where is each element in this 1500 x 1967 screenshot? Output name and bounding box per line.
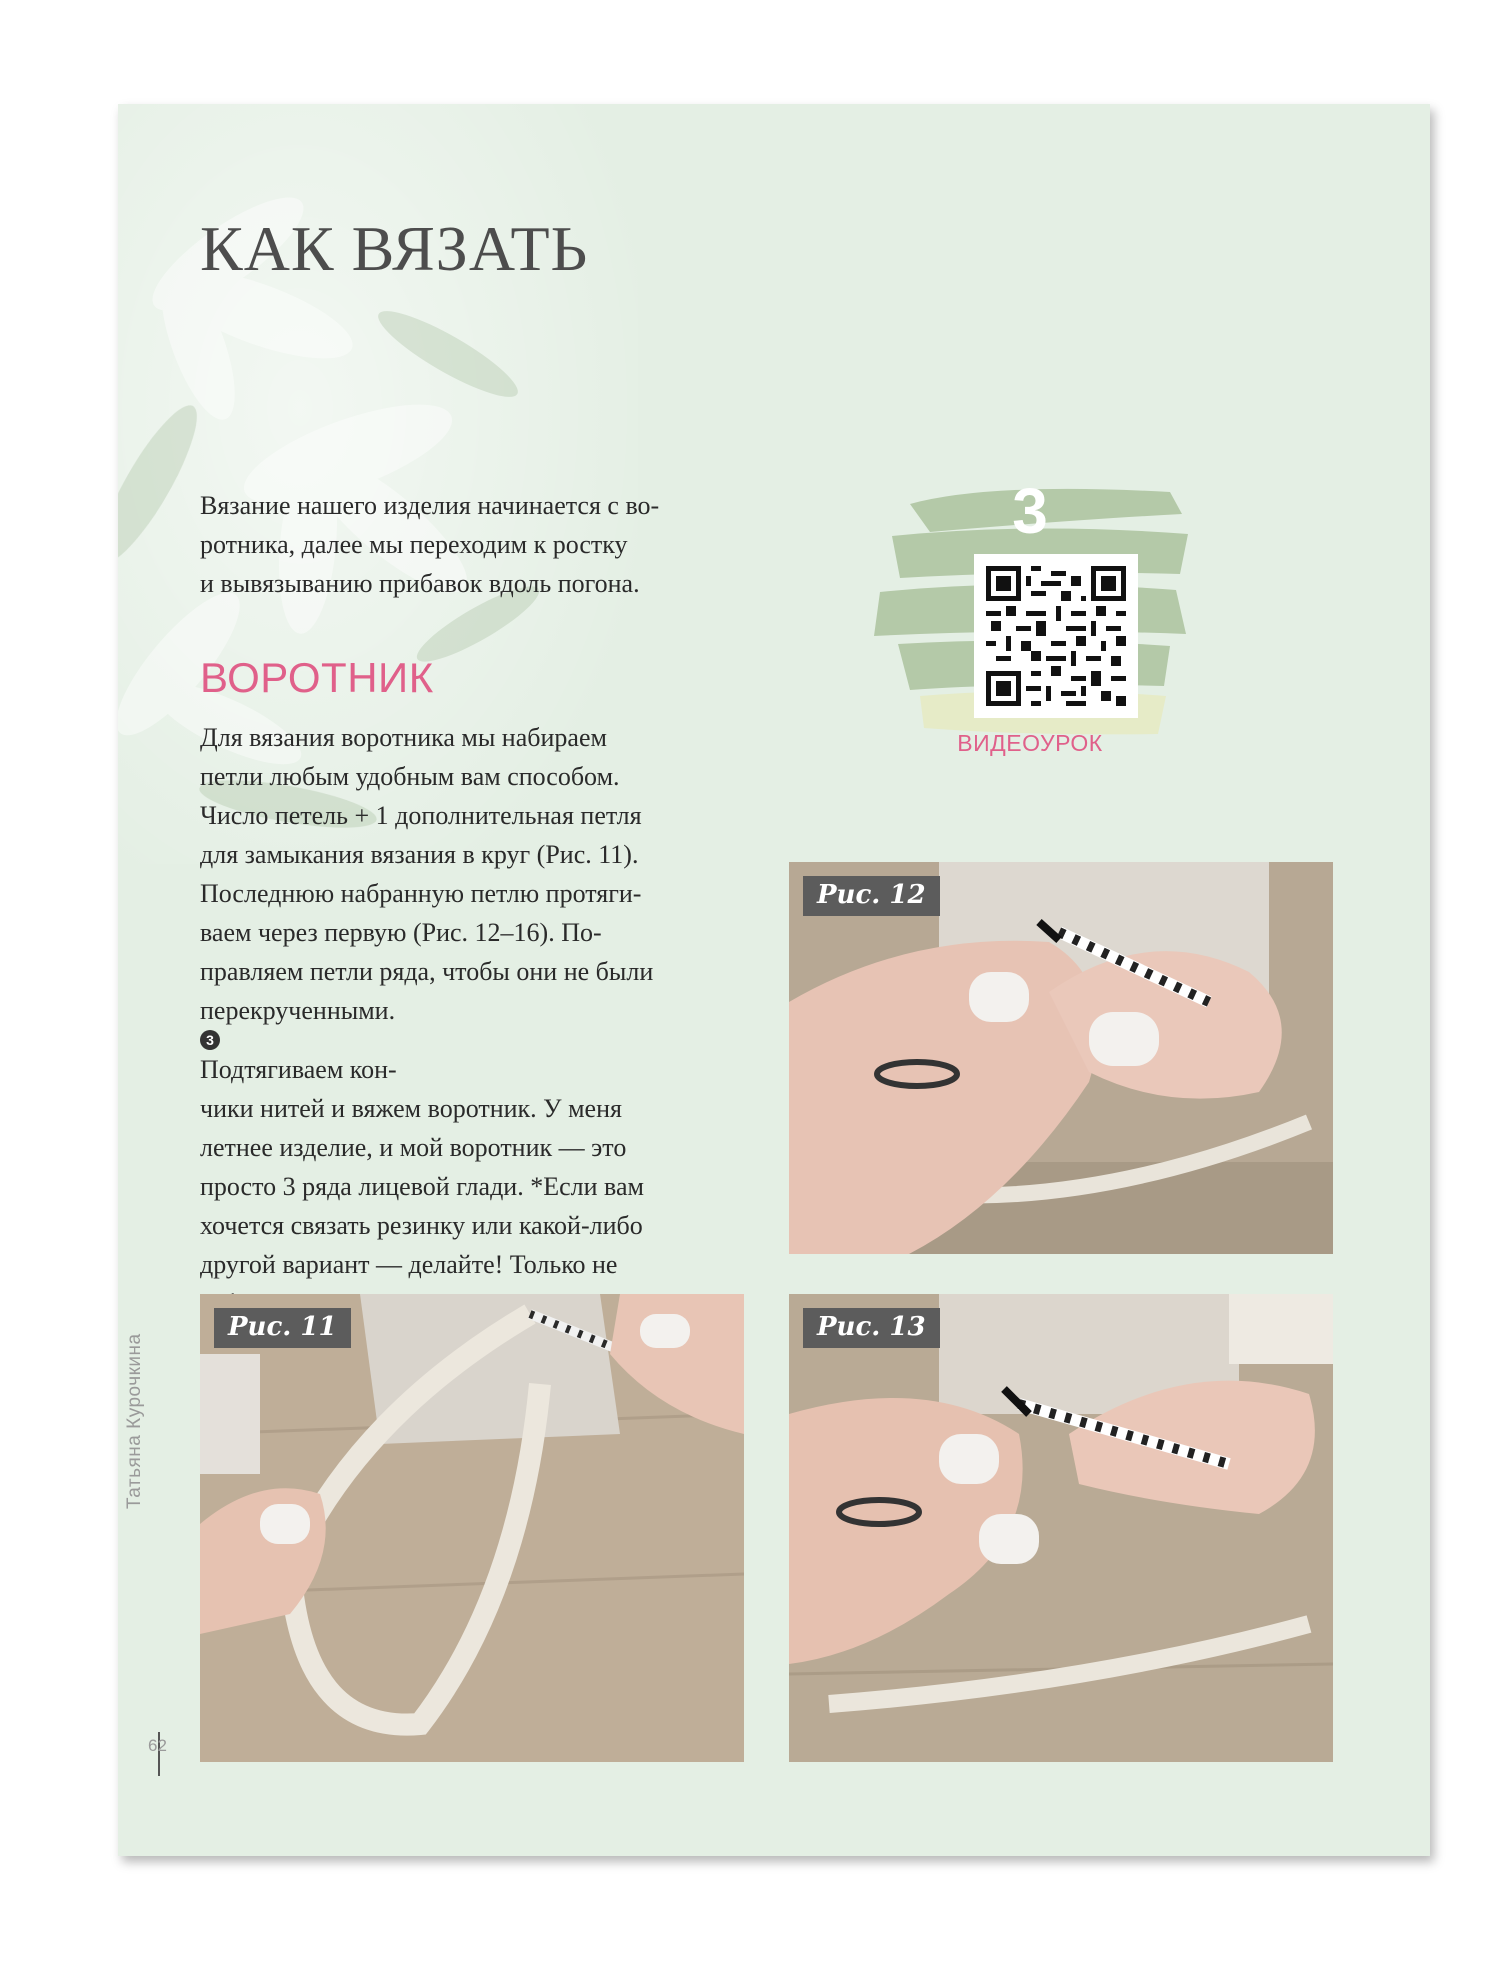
video-marker-icon: 3 <box>200 1030 220 1050</box>
intro-paragraph <box>200 486 760 603</box>
video-number: 3 <box>1012 475 1048 547</box>
photo-fig-11 <box>200 1294 744 1762</box>
body-line: Для вязания воротника мы набираем <box>200 723 607 752</box>
figure-label: Рис. 11 <box>214 1308 351 1348</box>
body-line: другой вариант — делайте! Только не <box>200 1250 618 1279</box>
body-line: просто 3 ряда лицевой глади. *Если вам <box>200 1172 644 1201</box>
figure-label: Рис. 13 <box>803 1308 940 1348</box>
intro-line: Вязание нашего изделия начинается с во- <box>200 491 660 520</box>
book-page <box>118 104 1430 1856</box>
photo-fig-12 <box>789 862 1333 1254</box>
intro-line: ротника, далее мы переходим к ростку <box>200 530 628 559</box>
knitting-photo-11 <box>200 1294 744 1762</box>
body-line: хочется связать резинку или какой-либо <box>200 1211 643 1240</box>
body-line: чики нитей и вяжем воротник. У меня <box>200 1094 622 1123</box>
body-line: правляем петли ряда, чтобы они не были <box>200 957 654 986</box>
body-line: Последнюю набранную петлю протяги- <box>200 879 642 908</box>
page-title: КАК ВЯЗАТЬ <box>200 213 589 284</box>
figure-label: Рис. 12 <box>803 876 940 916</box>
section-heading-collar: ВОРОТНИК <box>200 654 434 701</box>
video-lesson-label: ВИДЕОУРОК <box>957 730 1103 756</box>
qr-code-icon <box>986 566 1126 706</box>
body-line-part: Подтягиваем кон- <box>200 1055 397 1084</box>
intro-line: и вывязыванию прибавок вдоль погона. <box>200 569 640 598</box>
body-line: петли любым удобным вам способом. <box>200 762 620 791</box>
body-line: для замыкания вязания в круг (Рис. 11). <box>200 840 639 869</box>
body-line: Число петель + 1 дополнительная петля <box>200 801 642 830</box>
body-line: ваем через первую (Рис. 12–16). По- <box>200 918 602 947</box>
collar-paragraph <box>200 718 760 1323</box>
page-number: 62 <box>148 1736 167 1755</box>
photo-fig-13 <box>789 1294 1333 1762</box>
video-lesson-block[interactable] <box>870 474 1190 774</box>
body-line: летнее изделие, и мой воротник — это <box>200 1133 627 1162</box>
body-line-with-marker <box>200 991 760 1089</box>
author-name: Татьяна Курочкина <box>124 1333 145 1509</box>
knitting-photo-12 <box>789 862 1333 1254</box>
qr-code[interactable] <box>974 554 1138 718</box>
knitting-photo-13 <box>789 1294 1333 1762</box>
body-line-part: перекрученными. <box>200 996 396 1025</box>
